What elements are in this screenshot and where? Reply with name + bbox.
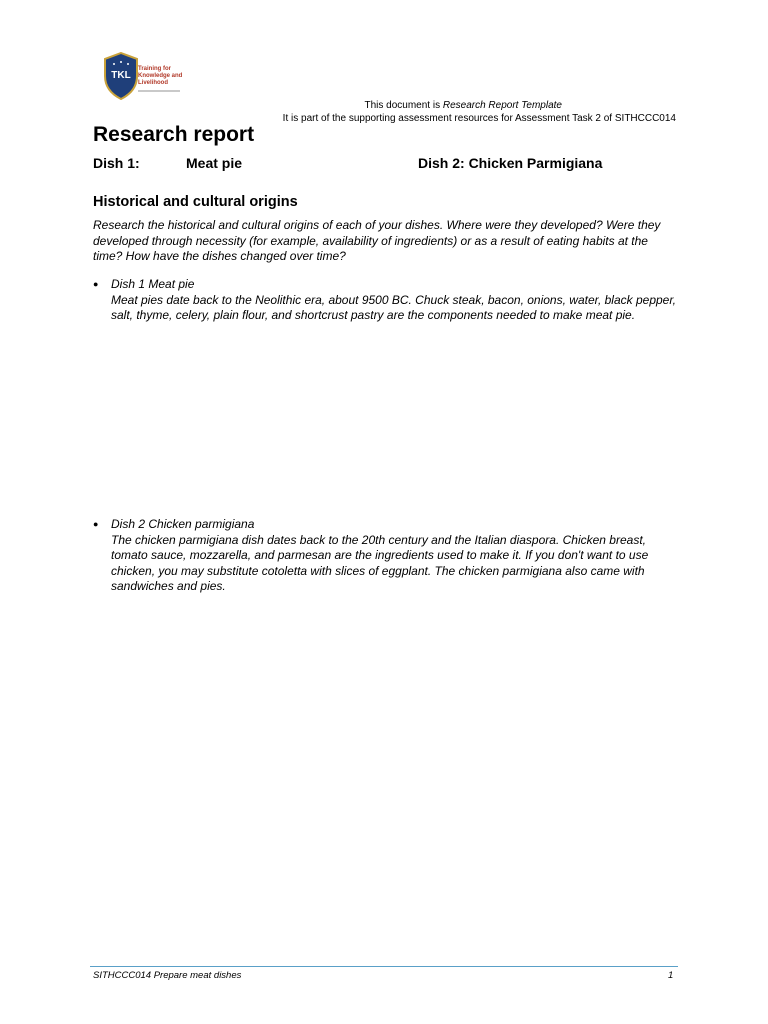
section-heading: Historical and cultural origins (93, 194, 298, 210)
page-title: Research report (93, 123, 255, 146)
shield-icon (103, 52, 139, 100)
logo-subline (138, 90, 180, 92)
logo-tagline: Training for Knowledge and Livelihood (138, 66, 183, 86)
page-number: 1 (668, 970, 674, 981)
list-item (93, 277, 683, 324)
section-intro: Research the historical and cultural origins of each of your dishes. Where were they developed? Were they developed through necessity (for example, availability of ingredients) or as a result of eating habits at the time? How have the dishes changed over time? (93, 218, 661, 263)
dish2-label: Dish 2: Chicken Parmigiana (418, 155, 603, 171)
header-line-1 (283, 100, 676, 113)
header-line-1-prefix: This document is (364, 100, 443, 111)
bullet-icon: ● (93, 519, 99, 529)
bullet-title: Dish 1 Meat pie (111, 277, 195, 291)
header-notes (283, 100, 676, 125)
header-line-1-doc-name: Research Report Template (442, 100, 562, 111)
bullet-title: Dish 2 Chicken parmigiana (111, 517, 255, 531)
footer-document-name: SITHCCC014 Prepare meat dishes (93, 970, 242, 981)
logo-badge-text: TKL (111, 70, 131, 81)
bullet-icon: ● (93, 279, 99, 289)
footer-divider (90, 966, 678, 967)
bullet-body: Meat pies date back to the Neolithic era, about 9500 BC. Chuck steak, bacon, onions, water, black pepper, salt, thyme, celery, plain flour, and shortcrust pastry are the components needed to make meat pie. (111, 292, 677, 322)
dish1-label: Dish 1: (93, 155, 140, 171)
list-item (93, 517, 683, 595)
bullet-body: The chicken parmigiana dish dates back to the 20th century and the Italian diaspora. Chicken breast, tomato sauce, mozzarella, and parmesan are the ingredients used to make it. If you don't want to use chicken, you may substitute cotoletta with slices of eggplant. The chicken parmigiana also came with sandwiches and pies. (111, 532, 649, 593)
header-line-2: It is part of the supporting assessment resources for Assessment Task 2 of SITHCCC014 (282, 112, 676, 124)
dish1-value: Meat pie (186, 155, 243, 171)
